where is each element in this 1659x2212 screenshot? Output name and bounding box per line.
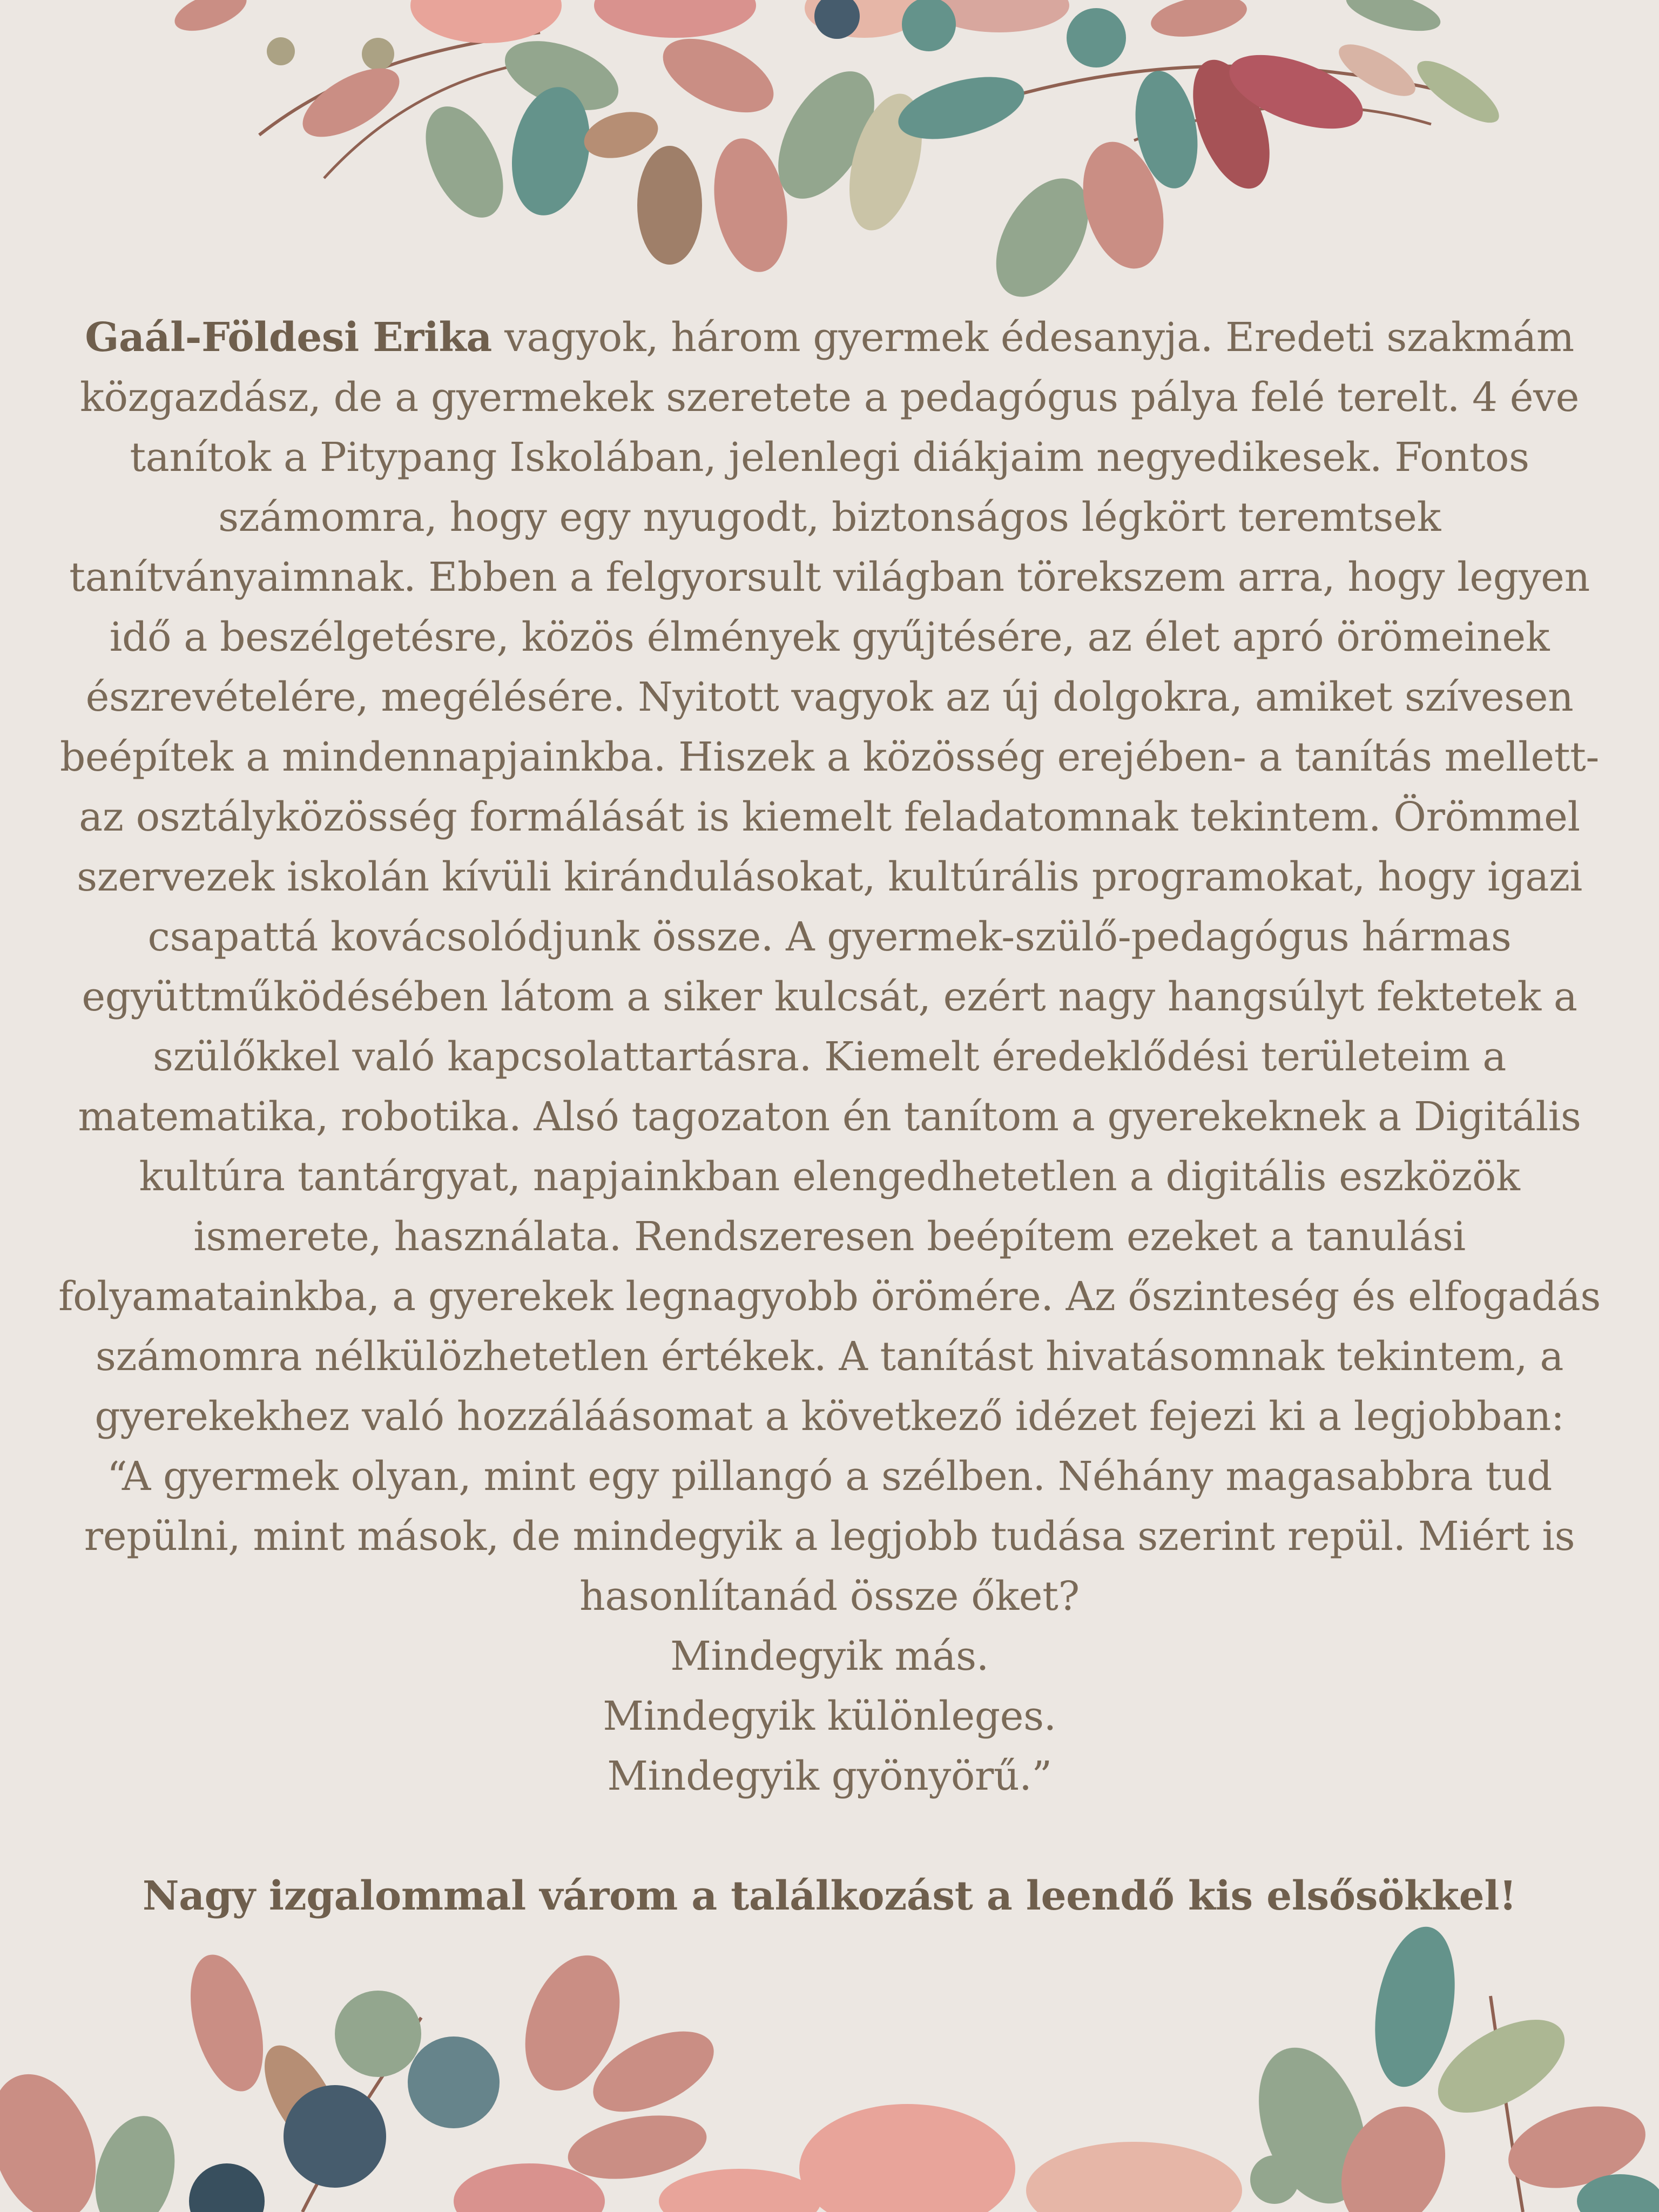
teacher-introduction-letter xyxy=(49,308,1610,1926)
quote-line: Mindegyik gyönyörű.” xyxy=(607,1753,1052,1799)
intro-paragraph xyxy=(49,308,1610,1447)
floral-garland-bottom-icon xyxy=(0,1920,1659,2212)
floral-garland-top-icon xyxy=(0,0,1659,324)
quote-line: Mindegyik különleges. xyxy=(603,1693,1056,1739)
closing-line: Nagy izgalommal várom a találkozást a leendő kis elsősökkel! xyxy=(142,1873,1517,1919)
author-name: Gaál-Földesi Erika xyxy=(85,314,492,361)
quote-line: Mindegyik más. xyxy=(670,1633,989,1680)
quote-line: “A gyermek olyan, mint egy pillangó a szélben. Néhány magasabbra tud repülni, mint mások, de mindegyik a legjobb tudása szerint repül. Miért is hasonlítanád össze őket? xyxy=(84,1453,1575,1620)
intro-text: vagyok, három gyermek édesanyja. Eredeti szakmám közgazdász, de a gyermekek szeretete a pedagógus pálya felé terelt. 4 éve tanítok a Pitypang Iskolában, jelenlegi diákjaim negyedikesek. Fontos számomra, hogy egy nyugodt, biztonságos légkört teremtsek tanítványaimnak. Ebben a felgyorsult világban törekszem arra, hogy legyen idő a beszélgetésre, közös élmények gyűjtésére, az élet apró örömeinek észrevételére, megélésére. Nyitott vagyok az új dolgokra, amiket szívesen beépítek a mindennapjainkba. Hiszek a közösség erejében- a tanítás mellett- az osztályközösség formálását is kiemelt feladatomnak tekintem. Örömmel szervezek iskolán kívüli kirándulásokat, kultúrális programokat, hogy igazi csapattá kovácsolódjunk össze. A gyermek-szülő-pedagógus hármas együttműködésében látom a siker kulcsát, ezért nagy hangsúlyt fektetek a szülőkkel való kapcsolattartásra. Kiemelt éredeklődési területeim a matematika, robotika. Alsó tagozaton én tanítom a gyerekeknek a Digitális kultúra tantárgyat, napjainkban elengedhetetlen a digitális eszközök ismerete, használata. Rendszeresen beépítem ezeket a tanulási folyamatainkba, a gyerekek legnagyobb örömére. Az őszinteség és elfogadás számomra nélkülözhetetlen értékek. A tanítást hivatásomnak tekintem, a gyerekekhez való hozzáláásomat a következő idézet fejezi ki a legjobban: xyxy=(58,314,1601,1440)
quote-block xyxy=(49,1447,1610,1806)
